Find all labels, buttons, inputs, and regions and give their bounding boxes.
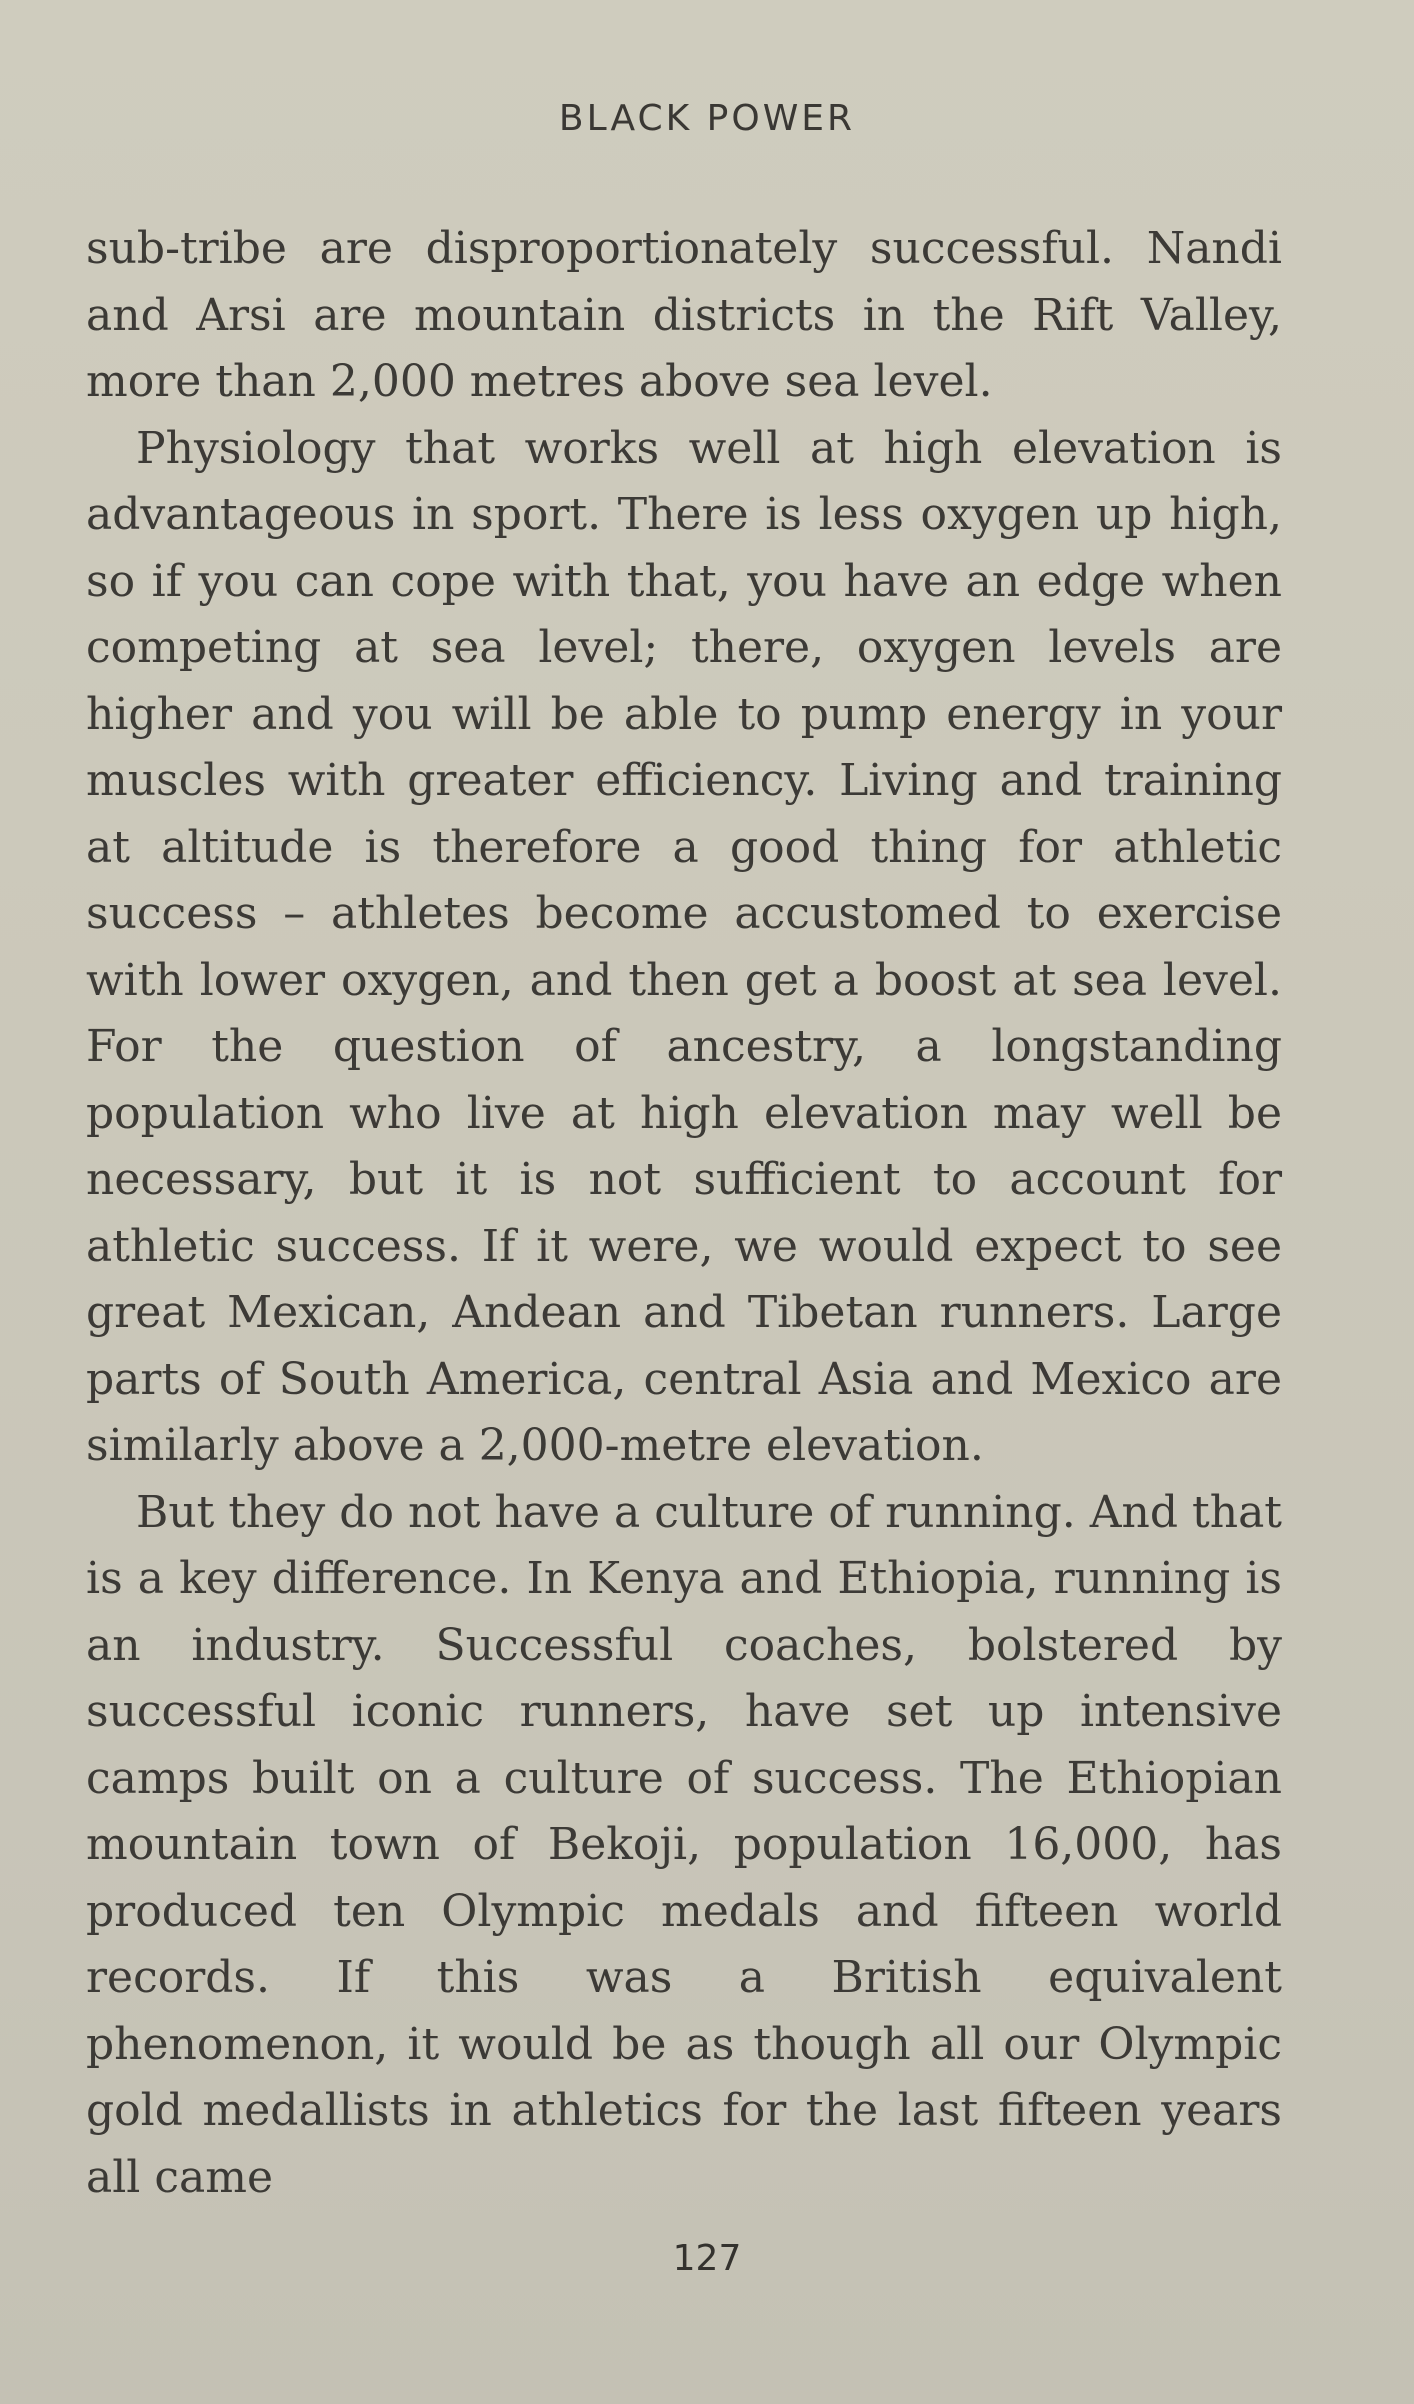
body-text bbox=[86, 216, 1282, 2211]
running-head: BLACK POWER bbox=[558, 98, 856, 139]
page-number: 127 bbox=[672, 2238, 742, 2279]
paragraph-2: Physiology that works well at high elevation is advantageous in sport. There is less oxygen up high, so if you can cope with that, you have an edge when competing at sea level; there, oxygen levels are higher and you will be able to pump energy in your muscles with greater efficiency. Living and training at altitude is therefore a good thing for athletic success – athletes become accustomed to exercise with lower oxygen, and then get a boost at sea level. For the question of ancestry, a longstanding population who live at high elevation may well be necessary, but it is not sufficient to account for athletic success. If it were, we would expect to see great Mexican, Andean and Tibetan runners. Large parts of South America, central Asia and Mexico are similarly above a 2,000-metre elevation. bbox=[86, 422, 1282, 1471]
paragraph-3: But they do not have a culture of running. And that is a key difference. In Kenya and Ethiopia, running is an industry. Successful coaches, bolstered by successful iconic runners, have set up intensive camps built on a culture of success. The Ethiopian mountain town of Bekoji, population 16,000, has produced ten Olympic medals and fifteen world records. If this was a British equivalent phenomenon, it would be as though all our Olympic gold medallists in athletics for the last fifteen years all came bbox=[86, 1486, 1282, 2203]
paragraph-1: sub-tribe are disproportionately successful. Nandi and Arsi are mountain districts in the Rift Valley, more than 2,000 metres above sea level. bbox=[86, 223, 1282, 407]
